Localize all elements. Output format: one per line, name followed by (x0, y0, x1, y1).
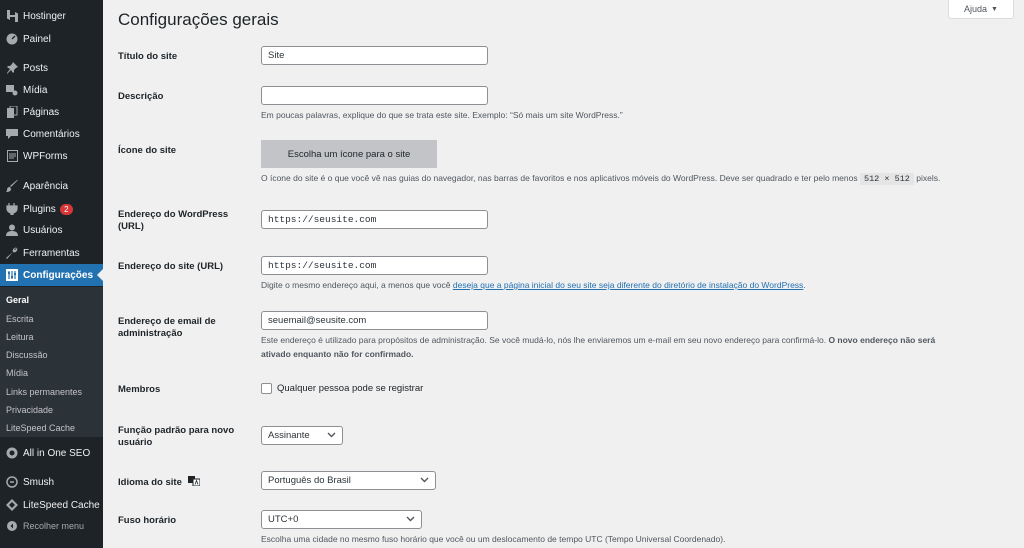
submenu-item-midia[interactable]: Mídia (6, 368, 29, 378)
site-icon-description-text: O ícone do site é o que você vê nas guias do navegador, nas barras de favoritos e nos aplicativos móveis do WordPress. Deve ser quadrado e ter pelo menos (261, 173, 858, 183)
membership-checkbox-label[interactable]: Qualquer pessoa pode se registrar (277, 383, 424, 394)
submenu-item-leitura[interactable]: Leitura (6, 332, 34, 342)
membership-label: Membros (118, 384, 161, 395)
admin-email-input[interactable] (261, 311, 488, 330)
smush-icon (5, 475, 19, 489)
hostinger-logo-icon (5, 9, 19, 23)
admin-email-value: seuemail@seusite.com (268, 315, 367, 326)
submenu-item-discussao[interactable]: Discussão (6, 350, 48, 360)
chevron-down-icon (420, 476, 429, 485)
tagline-input[interactable] (261, 86, 488, 105)
submenu-item-links-permanentes[interactable]: Links permanentes (6, 387, 83, 397)
admin-email-description-text: Este endereço é utilizado para propósitos de administração. Se você mudá-lo, nós lhe enviaremos um e-mail em seu novo endereço para confirmá-lo. (261, 335, 827, 345)
default-role-label-line2: usuário (118, 437, 153, 448)
plugins-update-badge: 2 (60, 204, 73, 215)
language-value: Português do Brasil (268, 475, 351, 486)
sidebar-item-label: Aparência (23, 180, 69, 192)
sidebar-item-all-in-one-seo[interactable] (0, 442, 103, 464)
timezone-select[interactable] (261, 510, 422, 529)
aioseo-icon (5, 446, 19, 460)
wpforms-icon (5, 149, 19, 163)
language-select[interactable] (261, 471, 436, 490)
sidebar-item-label: Ferramentas (23, 247, 80, 259)
sidebar-item-label: Páginas (23, 106, 60, 118)
language-label-text: Idioma do site (118, 477, 182, 488)
sidebar-item-label: Comentários (23, 128, 80, 140)
sidebar-item-posts[interactable] (0, 57, 103, 79)
sidebar-item-label: Recolher menu (23, 521, 85, 531)
choose-site-icon-button[interactable] (261, 140, 437, 168)
wp-address-label-line2: (URL) (118, 221, 144, 232)
site-title-input[interactable] (261, 46, 488, 65)
sidebar-item-aparencia[interactable] (0, 175, 103, 197)
collapse-icon (5, 519, 19, 533)
collapse-menu-button[interactable] (0, 515, 103, 537)
sidebar-item-comentarios[interactable] (0, 123, 103, 145)
sidebar-item-label: Plugins (23, 203, 56, 215)
site-address-input[interactable] (261, 256, 488, 275)
sidebar-item-paginas[interactable] (0, 101, 103, 123)
sidebar-item-label: LiteSpeed Cache (23, 499, 100, 511)
sidebar-item-label: Smush (23, 476, 55, 488)
timezone-value: UTC+0 (268, 514, 299, 525)
sidebar-item-hostinger[interactable] (0, 5, 103, 27)
admin-email-label-line2: administração (118, 328, 183, 339)
wp-address-label-line1: Endereço do WordPress (118, 209, 229, 220)
choose-site-icon-label: Escolha um ícone para o site (287, 148, 411, 160)
sidebar-item-smush[interactable] (0, 471, 103, 493)
litespeed-icon (5, 498, 19, 512)
pin-icon (5, 61, 19, 75)
wp-address-label (118, 209, 228, 233)
site-icon-label: Ícone do site (118, 145, 177, 156)
main-content (103, 0, 1024, 548)
site-address-description-end: . (803, 280, 806, 290)
dashboard-icon (5, 32, 19, 46)
page-title: Configurações gerais (118, 10, 279, 29)
sidebar-item-label: Painel (23, 33, 51, 45)
default-role-select[interactable] (261, 426, 343, 445)
site-address-help-link[interactable]: deseja que a página inicial do seu site seja diferente do diretório de instalação do WordPress (452, 280, 804, 290)
chevron-down-icon (406, 515, 415, 524)
sidebar-item-configuracoes[interactable] (0, 264, 103, 286)
sidebar-item-litespeed-cache[interactable] (0, 494, 103, 516)
sidebar-item-label: Posts (23, 62, 49, 74)
site-address-description-text: Digite o mesmo endereço aqui, a menos que você (261, 280, 451, 290)
admin-sidebar (0, 0, 103, 548)
wp-address-value: https://seusite.com (268, 214, 377, 225)
brush-icon (5, 179, 19, 193)
sidebar-item-painel[interactable] (0, 28, 103, 50)
sidebar-item-label: Configurações (23, 269, 94, 281)
site-icon-description (261, 171, 940, 186)
sidebar-item-midia[interactable] (0, 79, 103, 101)
caret-down-icon: ▼ (991, 5, 998, 13)
sidebar-item-label: WPForms (23, 150, 68, 162)
submenu-item-litespeed-cache[interactable]: LiteSpeed Cache (6, 423, 76, 433)
admin-email-label-line1: Endereço de email de (118, 316, 216, 327)
sidebar-item-label: Hostinger (23, 10, 66, 22)
sidebar-item-label: Mídia (23, 84, 48, 96)
tagline-description: Em poucas palavras, explique do que se trata este site. Exemplo: “Só mais um site WordPress.” (261, 110, 623, 120)
help-label: Ajuda (964, 4, 988, 14)
admin-email-description-line2: ativado enquanto não for confirmado. (261, 349, 414, 359)
sidebar-item-plugins[interactable] (0, 198, 103, 220)
default-role-label-line1: Função padrão para novo (118, 425, 235, 436)
chevron-down-icon (327, 431, 336, 440)
site-icon-description-end: pixels. (916, 173, 941, 183)
site-title-label: Título do site (118, 51, 178, 62)
site-icon-size-code: 512 × 512 (860, 173, 914, 185)
default-role-label (118, 425, 234, 449)
plug-icon (5, 202, 19, 216)
user-icon (5, 223, 19, 237)
site-address-label: Endereço do site (URL) (118, 261, 224, 272)
sidebar-item-label: All in One SEO (23, 447, 91, 459)
admin-email-description (261, 333, 935, 347)
default-role-value: Assinante (268, 430, 310, 441)
help-tab-button[interactable] (948, 0, 1014, 19)
language-label (118, 476, 200, 489)
sidebar-item-wpforms[interactable] (0, 145, 103, 167)
pages-icon (5, 105, 19, 119)
sidebar-item-usuarios[interactable] (0, 219, 103, 241)
timezone-description: Escolha uma cidade no mesmo fuso horário que você ou um deslocamento de tempo UTC (Tempo Universal Coordenado). (261, 534, 726, 544)
site-address-description (261, 278, 806, 292)
submenu-item-privacidade[interactable]: Privacidade (6, 405, 54, 415)
admin-email-description-bold: O novo endereço não será (828, 335, 936, 345)
submenu-item-geral[interactable]: Geral (6, 295, 30, 305)
site-address-value: https://seusite.com (268, 260, 377, 271)
submenu-item-escrita[interactable]: Escrita (6, 314, 34, 324)
wrench-icon (5, 246, 19, 260)
media-icon (5, 83, 19, 97)
settings-submenu (0, 287, 103, 437)
admin-email-label (118, 316, 216, 340)
site-title-value: Site (268, 50, 285, 61)
comment-icon (5, 127, 19, 141)
sidebar-item-ferramentas[interactable] (0, 242, 103, 264)
timezone-label: Fuso horário (118, 515, 177, 526)
settings-icon (5, 268, 19, 282)
translation-icon (188, 476, 200, 486)
membership-checkbox[interactable] (261, 383, 272, 394)
sidebar-item-label: Usuários (23, 224, 63, 236)
tagline-label: Descrição (118, 91, 164, 102)
wp-address-input[interactable] (261, 210, 488, 229)
